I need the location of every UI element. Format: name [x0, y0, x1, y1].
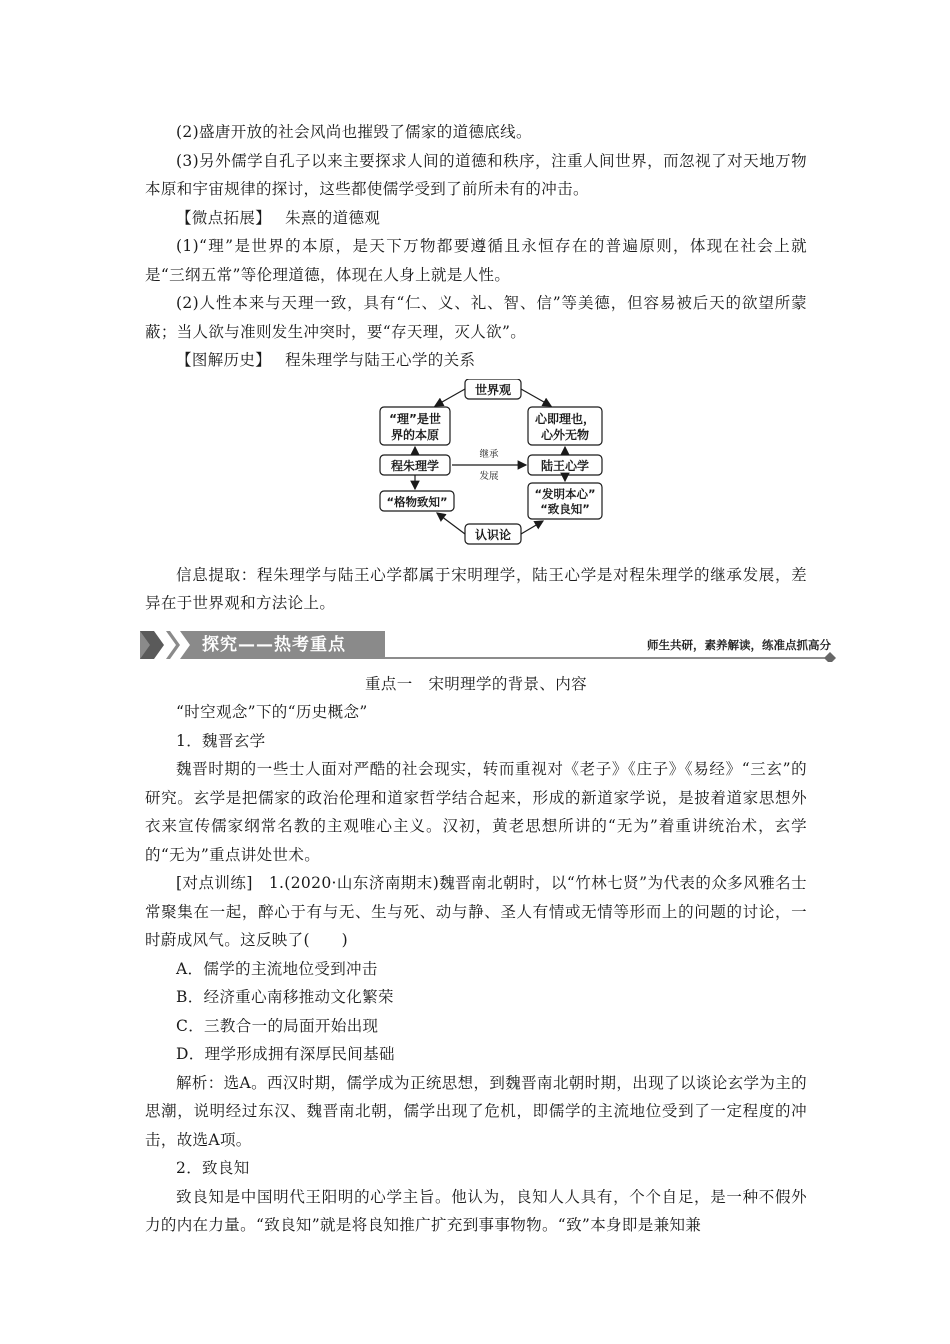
label-left-bottom: “格物致知” [386, 494, 448, 509]
label-bottom: 认识论 [474, 527, 512, 542]
label-right-top-1: 心即理也， [534, 411, 596, 426]
arrow [521, 521, 543, 534]
document-page [145, 118, 831, 1240]
exercise-option-b: B．经济重心南移推动文化繁荣 [176, 988, 394, 1006]
arrow [437, 513, 465, 534]
exercise-analysis: 解析：选A。西汉时期，儒学成为正统思想，到魏晋南北朝时期，出现了以谈论玄学为主的思潮，说明经过东汉、魏晋南北朝，儒学出现了危机，即儒学的主流地位受到了一定程度的冲击，故选A项。 [145, 1073, 807, 1149]
banner-label [202, 633, 346, 657]
banner-label-2: 究 [220, 634, 238, 655]
section-subtitle: “时空观念”下的“历史概念” [176, 703, 368, 721]
tujie-heading [145, 346, 807, 375]
relation-diagram-svg [145, 379, 807, 555]
label-left-mid: 程朱理学 [390, 458, 440, 473]
arrow [521, 389, 551, 406]
section-banner [140, 628, 845, 662]
info-paragraph: 信息提取：程朱理学与陆王心学都属于宋明理学，陆王心学是对程朱理学的继承发展，差异在于世界观和方法论上。 [145, 565, 807, 612]
label-left-top-2: 界的本原 [390, 427, 440, 442]
label-right-top-2: 心外无物 [540, 427, 590, 442]
arrow [435, 389, 465, 406]
weidian-heading [145, 204, 807, 233]
section-title: 重点一 宋明理学的背景、内容 [365, 674, 587, 693]
tujie-title: 程朱理学与陆王心学的关系 [285, 351, 476, 369]
paragraph: (1)“理”是世界的本原，是天下万物都要遵循且永恒存在的普遍原则，体现在社会上就是“三纲五常”等伦理道德，体现在人身上就是人性。 [145, 237, 807, 284]
paragraph: (2)盛唐开放的社会风尚也摧毁了儒家的道德底线。 [176, 123, 532, 141]
exercise-option-c: C．三教合一的局面开始出现 [176, 1016, 379, 1035]
label-left-top-1: “理”是世 [389, 411, 441, 426]
tujie-tag: 【图解历史】 [176, 351, 272, 369]
label-top: 世界观 [474, 382, 512, 397]
label-right-mid: 陆王心学 [540, 458, 590, 473]
banner-dash: —— [238, 634, 274, 655]
label-right-bottom-1: “发明本心” [534, 486, 596, 501]
item1-body: 魏晋时期的一些士人面对严酷的社会现实，转而重视对《老子》《庄子》《易经》“三玄”的研究。玄学是把儒家的政治伦理和道家哲学结合起来，形成的新道家学说，是披着道家思想外衣来宣传儒家纲常名教的主观唯心主义。汉初，黄老思想所讲的“无为”着重讲统治术，玄学的“无为”重点讲处世术。 [145, 760, 807, 864]
item2-body: 致良知是中国明代王阳明的心学主旨。他认为，良知人人具有，个个自足，是一种不假外力的内在力量。“致良知”就是将良知推广扩充到事事物物。“致”本身即是兼知兼 [145, 1187, 807, 1234]
label-right-bottom-2: “致良知” [540, 501, 590, 516]
banner-label-1: 探 [202, 634, 220, 655]
weidian-title: 朱熹的道德观 [285, 208, 381, 227]
exercise-option-a: A．儒学的主流地位受到冲击 [176, 959, 378, 978]
paragraph: (3)另外儒学自孔子以来主要探求人间的道德和秩序，注重人间世界，而忽视了对天地万物本原和宇宙规律的探讨，这些都使儒学受到了前所未有的冲击。 [145, 151, 807, 198]
relation-diagram [145, 379, 807, 555]
banner-label-rest: 热考重点 [274, 634, 346, 655]
exercise-option-d: D．理学形成拥有深厚民间基础 [176, 1045, 395, 1063]
label-arrow-bottom: 发展 [479, 470, 499, 482]
item2-heading: 2．致良知 [176, 1159, 250, 1177]
item1-heading: 1．魏晋玄学 [176, 731, 266, 750]
weidian-tag: 【微点拓展】 [176, 208, 272, 227]
exercise-question: [对点训练] 1.(2020·山东济南期末)魏晋南北朝时，以“竹林七贤”为代表的众多风雅名士常聚集在一起，醉心于有与无、生与死、动与静、圣人有情或无情等形而上的问题的讨论，一时蔚成风气。这反映了( ) [145, 874, 807, 949]
banner-right-text: 师生共研，素养解读，练准点抓高分 [647, 637, 831, 652]
paragraph: (2)人性本来与天理一致，具有“仁、义、礼、智、信”等美德，但容易被后天的欲望所蒙蔽；当人欲与准则发生冲突时，要“存天理，灭人欲”。 [145, 294, 807, 341]
label-arrow-top: 继承 [479, 448, 499, 460]
